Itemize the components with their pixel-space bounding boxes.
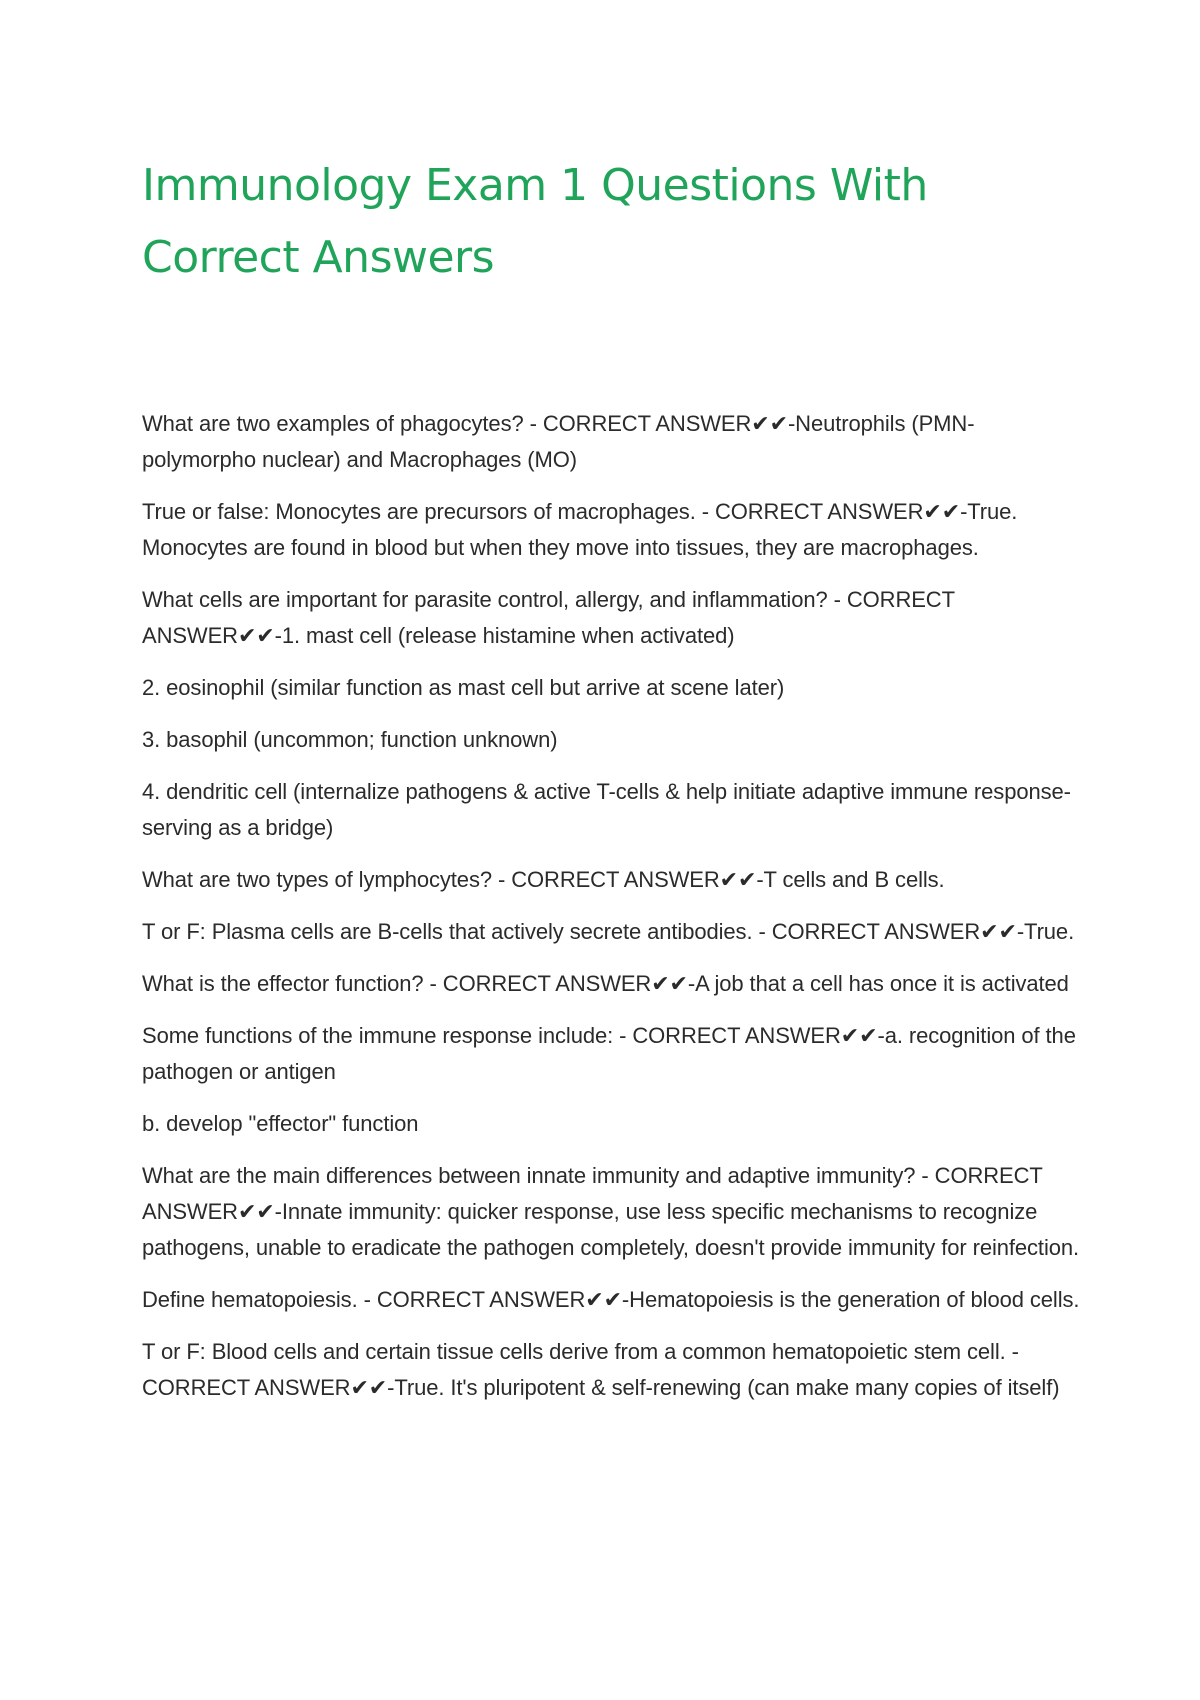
qa-paragraph: What are two types of lymphocytes? - CORRECT ANSWER✔✔-T cells and B cells.	[142, 867, 945, 892]
qa-paragraph: What is the effector function? - CORRECT ANSWER✔✔-A job that a cell has once it is activated	[142, 971, 1069, 996]
qa-paragraph: What are two examples of phagocytes? - CORRECT ANSWER✔✔-Neutrophils (PMN-polymorpho nuclear) and Macrophages (MO)	[142, 411, 975, 472]
qa-paragraph: Some functions of the immune response include: - CORRECT ANSWER✔✔-a. recognition of the pathogen or antigen	[142, 1023, 1076, 1084]
qa-paragraph: What cells are important for parasite control, allergy, and inflammation? - CORRECT ANSWER✔✔-1. mast cell (release histamine when activated)	[142, 587, 955, 648]
qa-paragraph: What are the main differences between innate immunity and adaptive immunity? - CORRECT ANSWER✔✔-Innate immunity: quicker response, use less specific mechanisms to recognize pathogens, unable to eradicate the pathogen completely, doesn't provide immunity for reinfection.	[142, 1163, 1080, 1260]
qa-paragraph: T or F: Plasma cells are B-cells that actively secrete antibodies. - CORRECT ANSWER✔✔-True.	[142, 919, 1075, 944]
qa-paragraph: T or F: Blood cells and certain tissue cells derive from a common hematopoietic stem cell. - CORRECT ANSWER✔✔-True. It's pluripotent & self-renewing (can make many copies of itself)	[142, 1339, 1060, 1400]
qa-paragraph: 4. dendritic cell (internalize pathogens & active T-cells & help initiate adaptive immune response-serving as a bridge)	[142, 779, 1071, 840]
document-body	[142, 406, 1082, 1406]
qa-paragraph: 3. basophil (uncommon; function unknown)	[142, 727, 558, 752]
qa-paragraph: 2. eosinophil (similar function as mast cell but arrive at scene later)	[142, 675, 785, 700]
qa-paragraph: b. develop "effector" function	[142, 1111, 419, 1136]
document-page	[142, 150, 1082, 1422]
document-title: Immunology Exam 1 Questions With Correct Answers	[142, 160, 928, 283]
qa-paragraph: True or false: Monocytes are precursors of macrophages. - CORRECT ANSWER✔✔-True. Monocytes are found in blood but when they move into tissues, they are macrophages.	[142, 499, 1018, 560]
qa-paragraph: Define hematopoiesis. - CORRECT ANSWER✔✔-Hematopoiesis is the generation of blood cells.	[142, 1287, 1080, 1312]
